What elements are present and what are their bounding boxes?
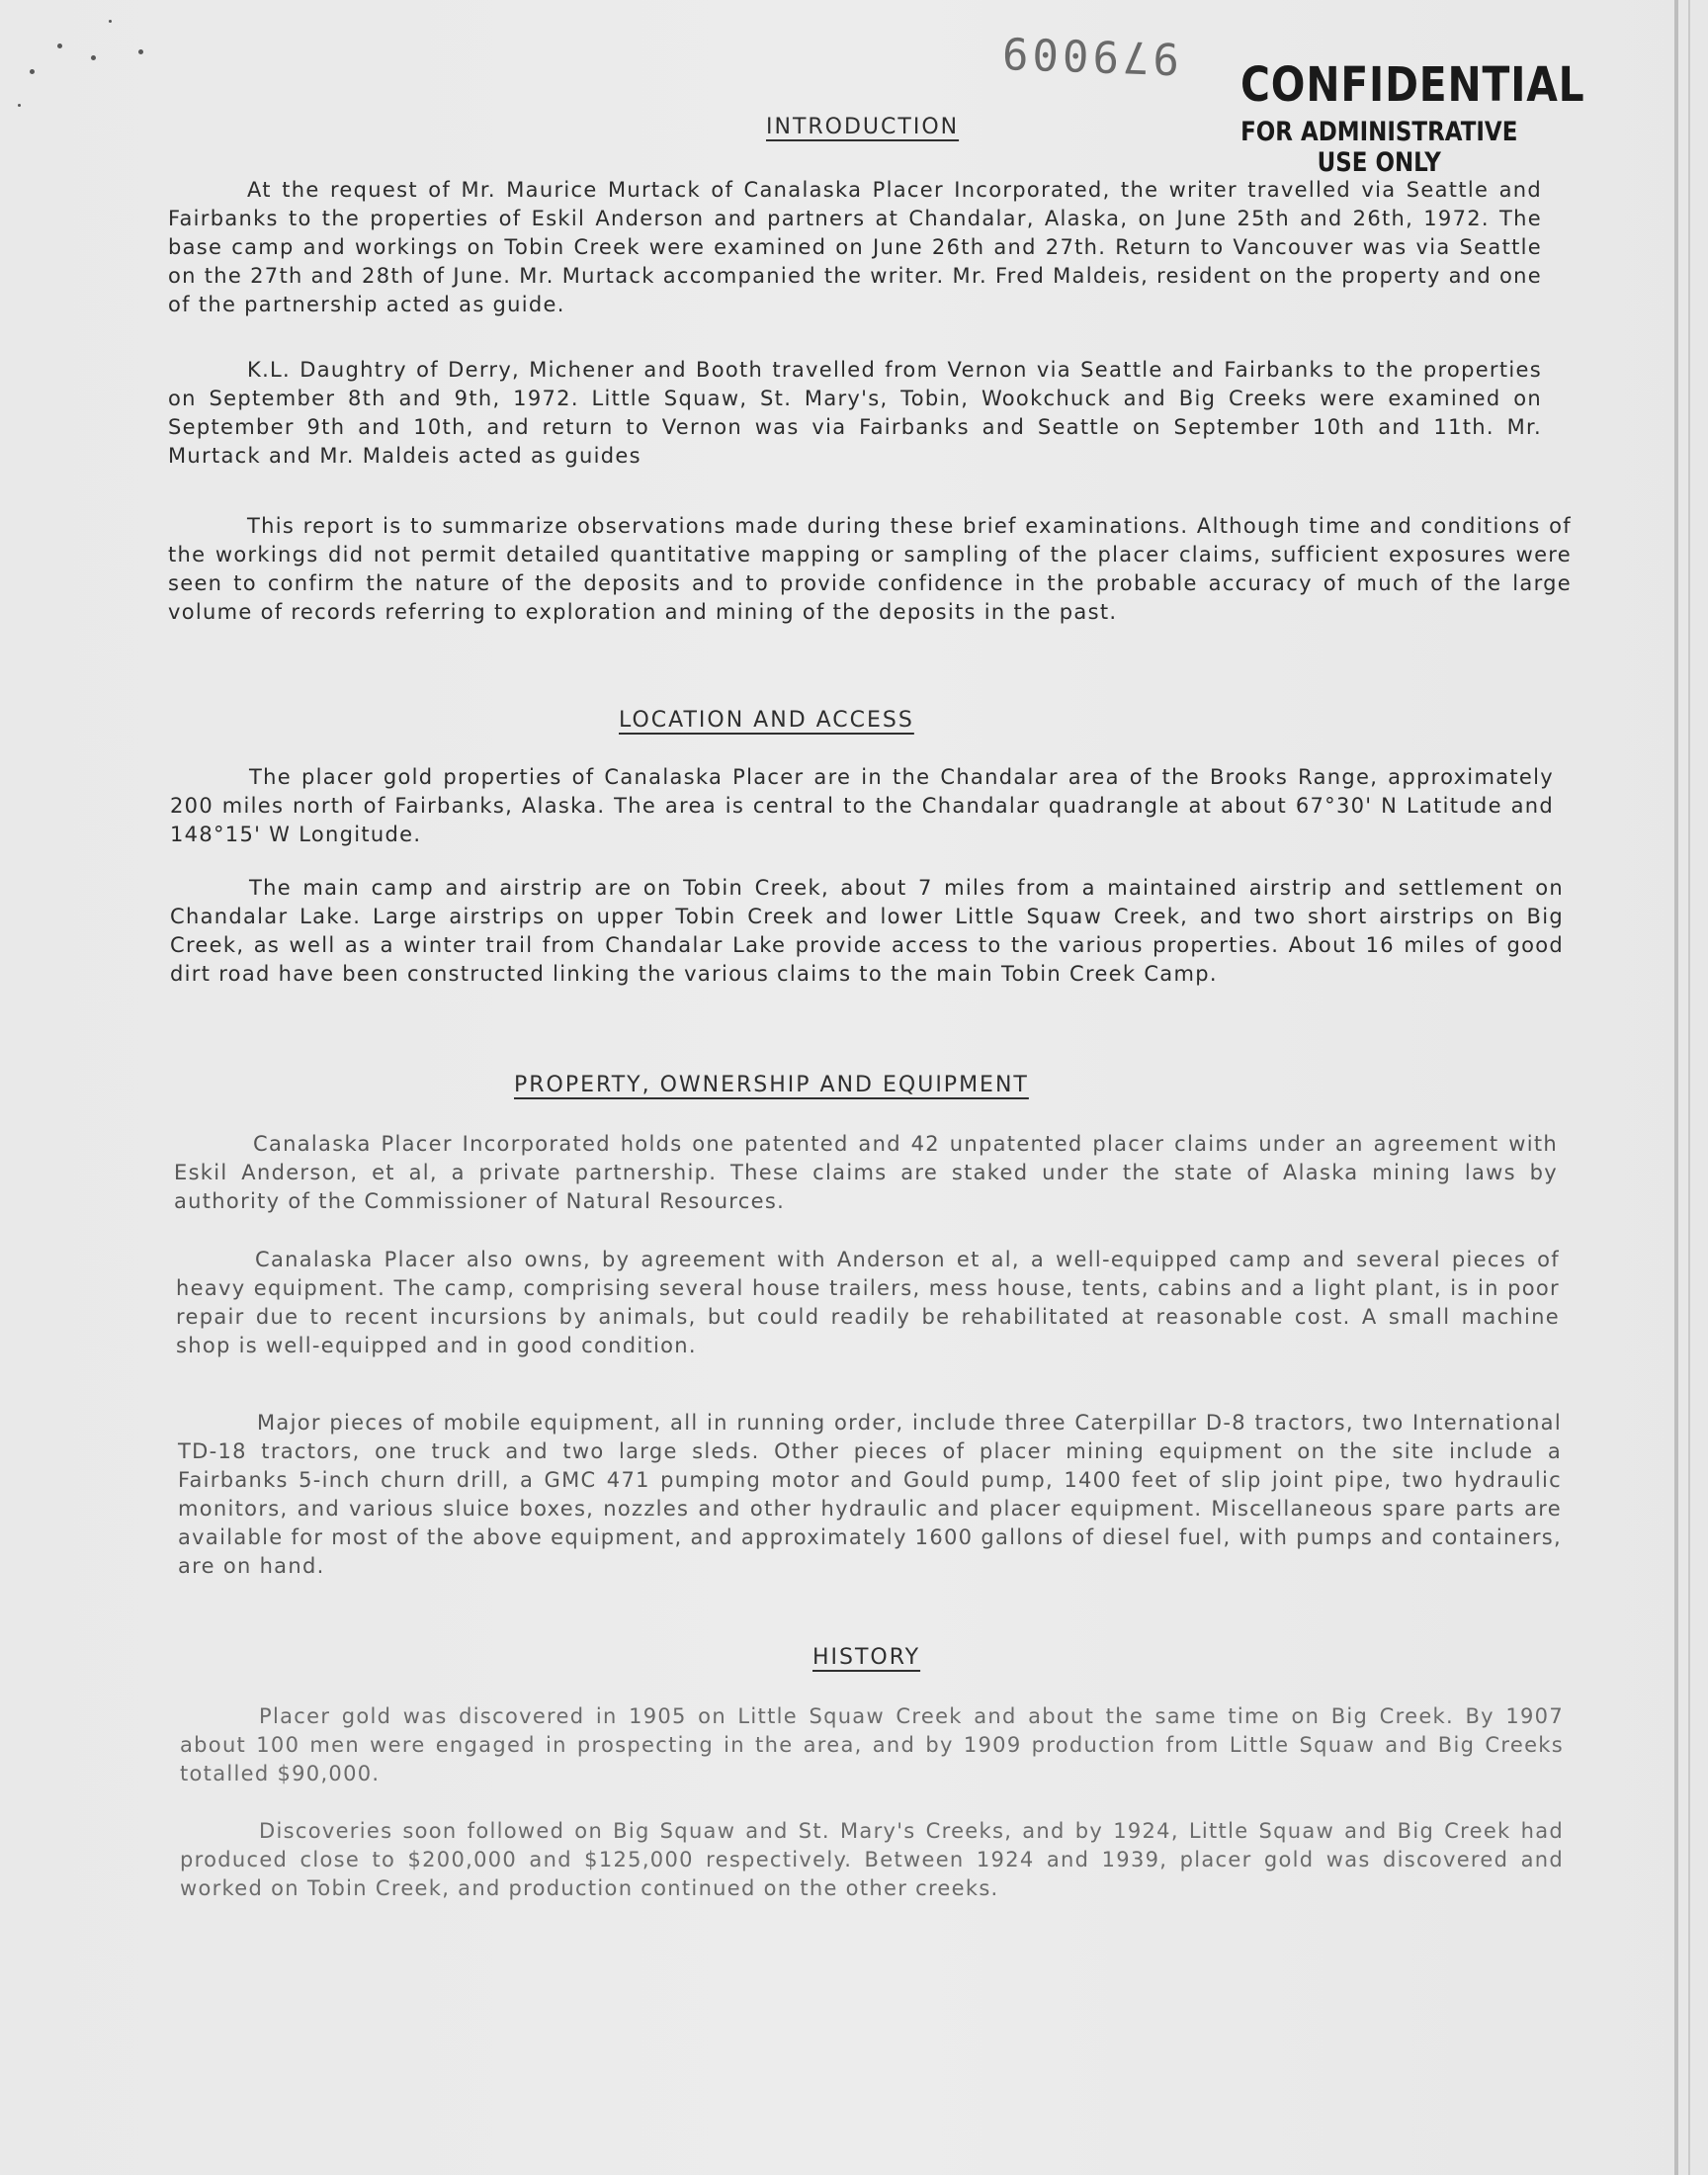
scan-speck [30, 69, 35, 74]
scan-speck [18, 104, 21, 107]
section-heading-history: HISTORY [812, 1645, 921, 1670]
page-edge-shadow [1674, 0, 1678, 2175]
section-heading-introduction: INTRODUCTION [766, 115, 960, 139]
property-paragraph-3: Major pieces of mobile equipment, all in running order, include three Caterpillar D-8 tractors, two International TD-18 tractors, one truck and two large sleds. Other pieces of placer mining equipment on the site include a Fairbanks 5-inch churn drill, a GMC 471 pumping motor and Gould pump, 1400 feet of slip joint pipe, two hydraulic monitors, and various sluice boxes, nozzles and other hydraulic and placer equipment. Miscellaneous spare parts are available for most of the above equipment, and approximately 1600 gallons of diesel fuel, with pumps and containers, are on hand. [178, 1411, 1562, 1578]
location-paragraph-2: The main camp and airstrip are on Tobin Creek, about 7 miles from a maintained airstrip and settlement on Chandalar Lake. Large airstrips on upper Tobin Creek and lower Little Squaw Creek, and two short airstrips on Big Creek, as well as a winter trail from Chandalar Lake provide access to the various properties. About 16 miles of good dirt road have been constructed linking the various claims to the main Tobin Creek Camp. [170, 876, 1564, 986]
confidential-stamp [1240, 57, 1585, 178]
location-paragraph-1: The placer gold properties of Canalaska Placer are in the Chandalar area of the Brooks Range, approximately 200 miles north of Fairbanks, Alaska. The area is central to the Chandalar quadrangle at about 67°30' N Latitude and 148°15' W Longitude. [170, 765, 1554, 846]
property-paragraph-2: Canalaska Placer also owns, by agreement with Anderson et al, a well-equipped camp and several pieces of heavy equipment. The camp, comprising several house trailers, mess house, tents, cabins and a light plant, is in poor repair due to recent incursions by animals, but could readily be rehabilitated at reasonable cost. A small machine shop is well-equipped and in good condition. [176, 1248, 1560, 1357]
section-heading-location-and-access: LOCATION AND ACCESS [619, 708, 914, 733]
page-edge-line [1688, 0, 1690, 2175]
history-paragraph-1: Placer gold was discovered in 1905 on Little Squaw Creek and about the same time on Big Creek. By 1907 about 100 men were engaged in prospecting in the area, and by 1909 production from Little Squaw and Big Creeks totalled $90,000. [180, 1704, 1564, 1785]
stamp-main-text: CONFIDENTIAL [1240, 57, 1585, 113]
scan-speck [91, 55, 96, 60]
handwritten-document-number: 979009 [997, 26, 1180, 84]
history-paragraph-2: Discoveries soon followed on Big Squaw and St. Mary's Creeks, and by 1924, Little Squaw and Big Creek had produced close to $200,000 and $125,000 respectively. Between 1924 and 1939, placer gold was discovered and worked on Tobin Creek, and production continued on the other creeks. [180, 1819, 1564, 1900]
intro-paragraph-2: K.L. Daughtry of Derry, Michener and Booth travelled from Vernon via Seattle and Fairbanks to the properties on September 8th and 9th, 1972. Little Squaw, St. Mary's, Tobin, Wookchuck and Big Creeks were examined on September 9th and 10th, and return to Vernon was via Fairbanks and Seattle on September 10th and 11th. Mr. Murtack and Mr. Maldeis acted as guides [168, 358, 1542, 468]
section-heading-property-ownership-equipment: PROPERTY, OWNERSHIP AND EQUIPMENT [514, 1073, 1029, 1097]
intro-paragraph-3: This report is to summarize observations made during these brief examinations. Although time and conditions of the workings did not permit detailed quantitative mapping or sampling of the placer claims, sufficient exposures were seen to confirm the nature of the deposits and to provide confidence in the probable accuracy of much of the large volume of records referring to exploration and mining of the deposits in the past. [168, 514, 1572, 624]
scan-speck [57, 44, 62, 48]
stamp-sub-text: FOR ADMINISTRATIVE USE ONLY [1240, 117, 1518, 178]
intro-paragraph-1: At the request of Mr. Maurice Murtack of Canalaska Placer Incorporated, the writer travelled via Seattle and Fairbanks to the properties of Eskil Anderson and partners at Chandalar, Alaska, on June 25th and 26th, 1972. The base camp and workings on Tobin Creek were examined on June 26th and 27th. Return to Vancouver was via Seattle on the 27th and 28th of June. Mr. Murtack accompanied the writer. Mr. Fred Maldeis, resident on the property and one of the partnership acted as guide. [168, 178, 1542, 316]
scan-speck [138, 49, 143, 54]
scan-speck [109, 20, 112, 23]
property-paragraph-1: Canalaska Placer Incorporated holds one patented and 42 unpatented placer claims under an agreement with Eskil Anderson, et al, a private partnership. These claims are staked under the state of Alaska mining laws by authority of the Commissioner of Natural Resources. [174, 1132, 1558, 1213]
